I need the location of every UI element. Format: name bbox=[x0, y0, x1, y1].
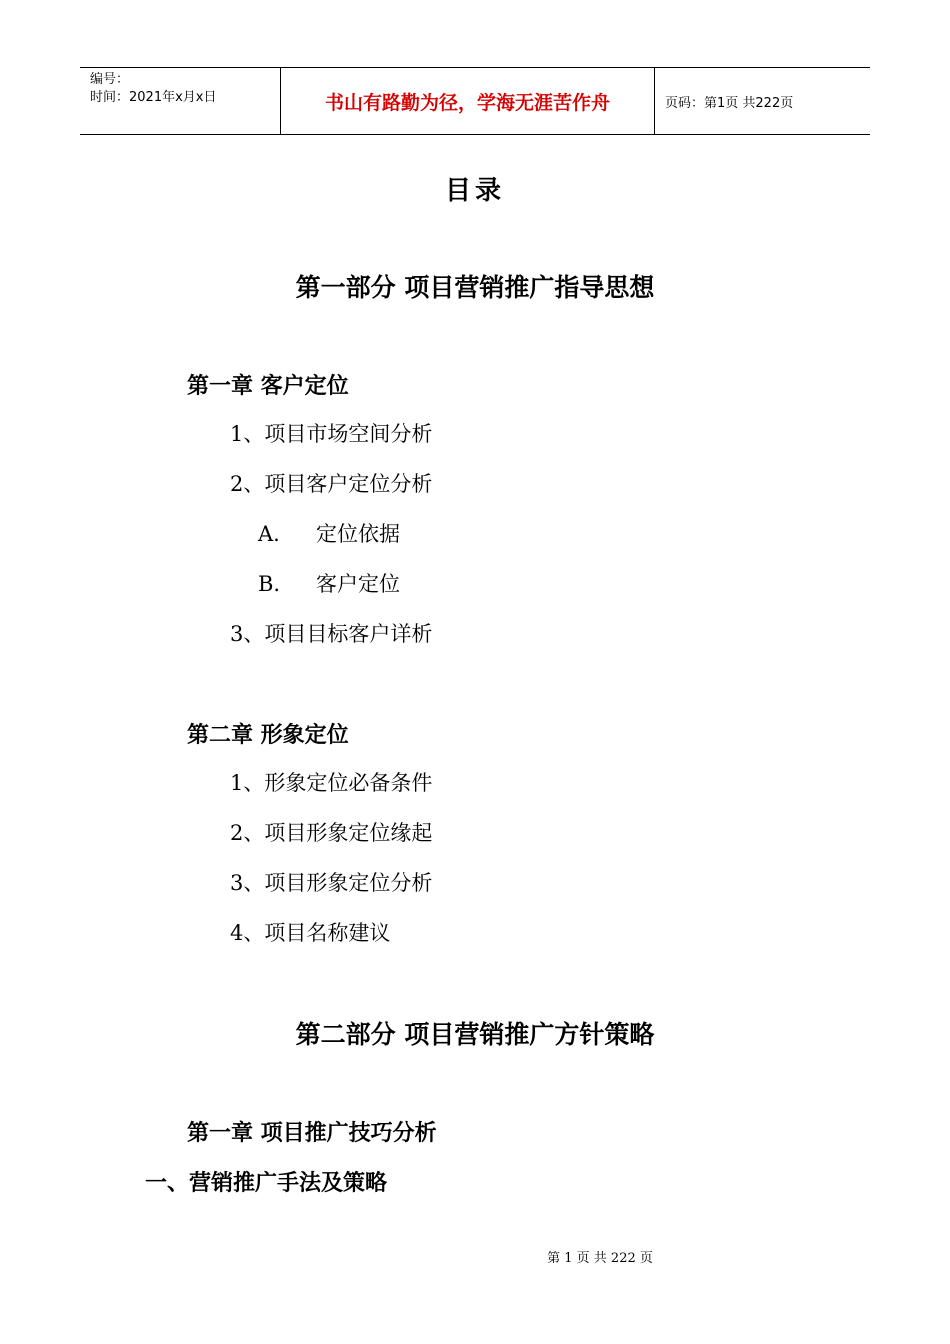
toc-item: 4、项目名称建议 bbox=[230, 921, 391, 945]
toc-title: 目录 bbox=[444, 176, 505, 206]
toc-subitem bbox=[258, 568, 400, 598]
page-footer: 第 1 页 共 222 页 bbox=[547, 1251, 653, 1266]
part1-chapter1-title: 第一章 客户定位 bbox=[187, 374, 349, 399]
subitem-mark: B. bbox=[258, 572, 281, 596]
header-meta bbox=[80, 68, 281, 134]
part2-section1-title: 一、营销推广手法及策略 bbox=[145, 1171, 388, 1196]
toc-item: 2、项目客户定位分析 bbox=[230, 472, 433, 496]
toc-subitem bbox=[258, 518, 400, 548]
subitem-text: 客户定位 bbox=[316, 572, 400, 596]
subitem-text: 定位依据 bbox=[316, 522, 400, 546]
header-number-label: 编号： bbox=[90, 72, 130, 87]
header-time-label: 时间：2021年x月x日 bbox=[90, 90, 217, 105]
subitem-mark: A. bbox=[258, 522, 280, 546]
page-header bbox=[80, 67, 870, 135]
toc-item: 1、形象定位必备条件 bbox=[230, 771, 433, 795]
toc-item: 1、项目市场空间分析 bbox=[230, 422, 433, 446]
part2-title: 第二部分 项目营销推广方针策略 bbox=[295, 1020, 655, 1049]
part1-title: 第一部分 项目营销推广指导思想 bbox=[295, 273, 655, 302]
header-motto: 书山有路勤为径，学海无涯苦作舟 bbox=[281, 68, 655, 134]
toc-item: 2、项目形象定位缘起 bbox=[230, 821, 433, 845]
part1-chapter2-title: 第二章 形象定位 bbox=[187, 723, 349, 748]
toc-item: 3、项目目标客户详析 bbox=[230, 622, 433, 646]
header-page-info: 页码：第1页 共222页 bbox=[665, 95, 794, 111]
part2-chapter1-title: 第一章 项目推广技巧分析 bbox=[187, 1121, 437, 1146]
toc-item: 3、项目形象定位分析 bbox=[230, 871, 433, 895]
